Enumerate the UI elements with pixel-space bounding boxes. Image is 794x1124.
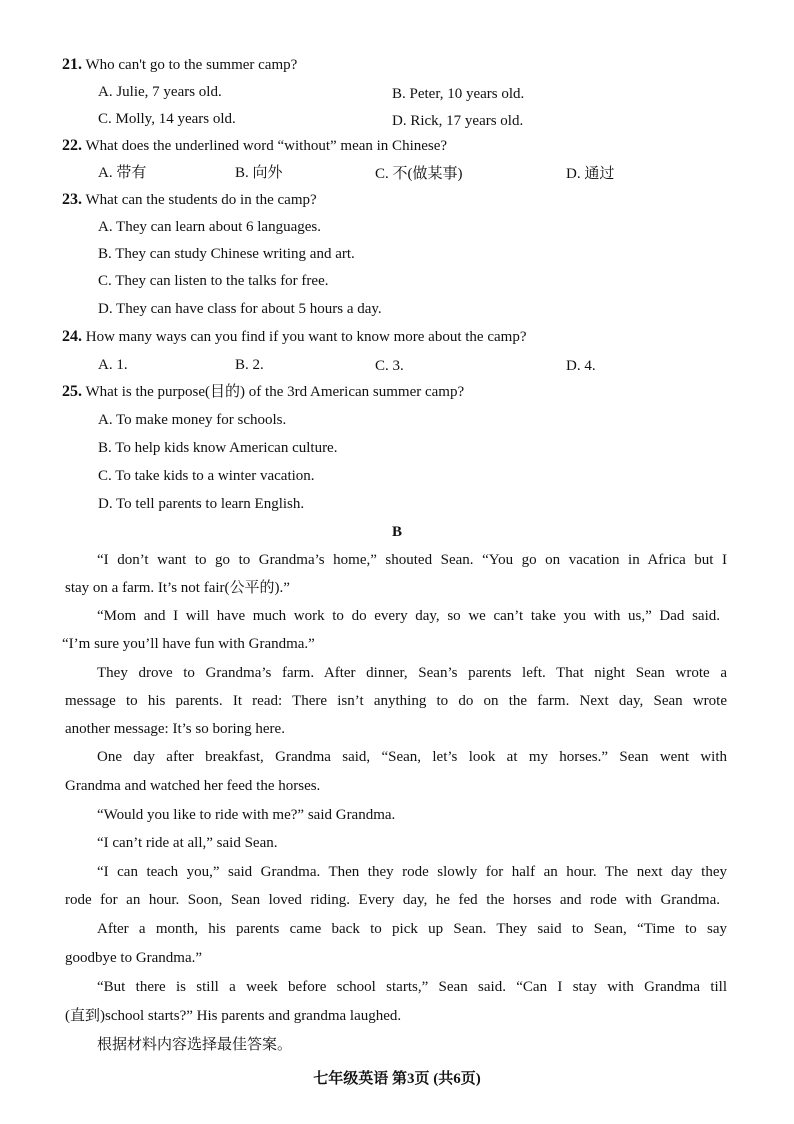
passage-line: They drove to Grandma’s farm. After dinner, Sean’s parents left. That night Sean wrote a — [97, 665, 727, 681]
question-stem: How many ways can you find if you want to know more about the camp? — [85, 329, 527, 345]
passage-line: Grandma and watched her feed the horses. — [65, 778, 321, 794]
question-number: 23. — [62, 191, 82, 208]
option-21-b: B. Peter, 10 years old. — [392, 86, 525, 102]
option-21-d: D. Rick, 17 years old. — [392, 113, 524, 129]
page-footer: 七年级英语 第3页 (共6页) — [313, 1071, 481, 1087]
question-25 — [62, 382, 464, 402]
section-b-title: B — [391, 524, 402, 540]
option-21-a: A. Julie, 7 years old. — [98, 84, 222, 100]
question-21 — [62, 55, 297, 75]
question-number: 25. — [62, 383, 82, 400]
question-stem: What can the students do in the camp? — [85, 192, 317, 208]
option-23-d: D. They can have class for about 5 hours a day. — [98, 301, 382, 317]
option-24-a: A. 1. — [98, 357, 128, 373]
option-24-b: B. 2. — [235, 357, 264, 373]
option-24-d: D. 4. — [566, 358, 596, 374]
option-22-a: A. 带有 — [98, 165, 147, 181]
passage-line: “But there is still a week before school starts,” Sean said. “Can I stay with Grandma till — [97, 979, 727, 995]
option-22-d: D. 通过 — [566, 166, 615, 182]
passage-line: (直到)school starts?” His parents and grandma laughed. — [65, 1008, 402, 1024]
option-23-a: A. They can learn about 6 languages. — [98, 219, 321, 235]
question-number: 22. — [62, 137, 82, 154]
passage-line: “Mom and I will have much work to do every day, so we can’t take you with us,” Dad said. — [97, 608, 720, 624]
passage-line: “I can teach you,” said Grandma. Then they rode slowly for half an hour. The next day they — [97, 864, 727, 880]
passage-line: “I don’t want to go to Grandma’s home,” shouted Sean. “You go on vacation in Africa but I — [97, 552, 727, 568]
passage-line: “Would you like to ride with me?” said Grandma. — [97, 807, 396, 823]
passage-line: “I’m sure you’ll have fun with Grandma.” — [62, 636, 315, 652]
passage-line: One day after breakfast, Grandma said, “Sean, let’s look at my horses.” Sean went with — [97, 749, 727, 765]
passage-line: goodbye to Grandma.” — [65, 950, 203, 966]
question-24 — [62, 327, 526, 347]
instruction-line: 根据材料内容选择最佳答案。 — [97, 1037, 293, 1053]
option-24-c: C. 3. — [375, 358, 404, 374]
passage-line: another message: It’s so boring here. — [65, 721, 285, 737]
passage-line: “I can’t ride at all,” said Sean. — [97, 835, 278, 851]
option-25-c: C. To take kids to a winter vacation. — [98, 468, 315, 484]
question-23 — [62, 190, 317, 210]
option-25-a: A. To make money for schools. — [98, 412, 287, 428]
question-number: 24. — [62, 328, 82, 345]
question-stem: Who can't go to the summer camp? — [85, 57, 298, 73]
option-25-b: B. To help kids know American culture. — [98, 440, 338, 456]
passage-line: message to his parents. It read: There isn’t anything to do on the farm. Next day, Sean wrote — [65, 693, 727, 709]
option-25-d: D. To tell parents to learn English. — [98, 496, 305, 512]
passage-line: After a month, his parents came back to pick up Sean. They said to Sean, “Time to say — [97, 921, 727, 937]
option-23-b: B. They can study Chinese writing and art. — [98, 246, 355, 262]
question-stem: What is the purpose(目的) of the 3rd American summer camp? — [85, 384, 465, 400]
question-22 — [62, 136, 447, 156]
option-23-c: C. They can listen to the talks for free. — [98, 273, 329, 289]
question-stem: What does the underlined word “without” mean in Chinese? — [85, 138, 448, 154]
passage-line: stay on a farm. It’s not fair(公平的).” — [65, 580, 290, 596]
option-21-c: C. Molly, 14 years old. — [98, 111, 236, 127]
question-number: 21. — [62, 56, 82, 73]
option-22-c: C. 不(做某事) — [375, 166, 463, 182]
passage-line: rode for an hour. Soon, Sean loved riding. Every day, he fed the horses and rode with Grandma. — [65, 892, 720, 908]
option-22-b: B. 向外 — [235, 165, 283, 181]
